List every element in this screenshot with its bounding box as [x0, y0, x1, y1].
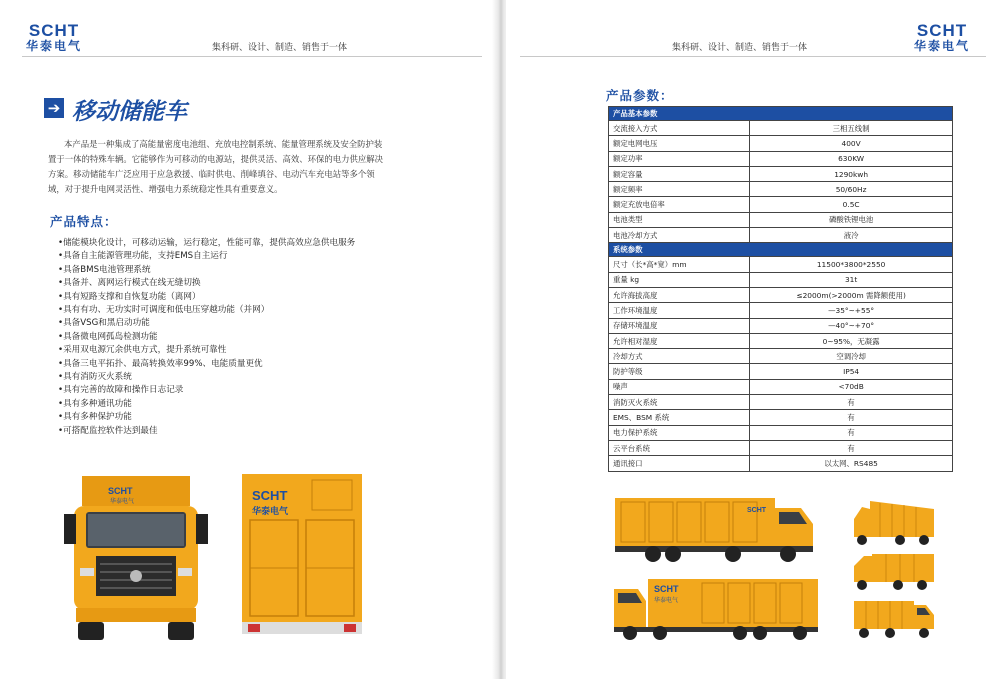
svg-text:华泰电气: 华泰电气	[110, 498, 135, 505]
spec-label: 交流接入方式	[609, 121, 750, 136]
spec-value: 400V	[750, 136, 953, 151]
spec-value: 有	[750, 410, 953, 425]
table-row	[609, 212, 953, 227]
params-title: 产品参数：	[606, 88, 674, 103]
left-page	[0, 0, 498, 679]
spec-label: 噪声	[609, 379, 750, 394]
spec-value: 0~95%，无凝露	[750, 333, 953, 348]
table-row	[609, 182, 953, 197]
spec-label: 允许海拔高度	[609, 287, 750, 302]
spec-value: 磷酸铁锂电池	[750, 212, 953, 227]
spec-value: 630KW	[750, 151, 953, 166]
truck-front-photo	[60, 472, 212, 642]
table-row	[609, 395, 953, 410]
feature-item: •具有多种保护功能	[58, 412, 132, 423]
spec-label: 云平台系统	[609, 440, 750, 455]
feature-item: •具备并、离网运行模式在线无缝切换	[58, 278, 201, 289]
spec-label: 额定功率	[609, 151, 750, 166]
spec-label: 允许相对湿度	[609, 333, 750, 348]
feature-item: •具有消防灭火系统	[58, 372, 132, 383]
feature-item: •具有短路支撑和自恢复功能（离网）	[58, 291, 201, 302]
table-row	[609, 410, 953, 425]
table-row	[609, 303, 953, 318]
spec-value: 有	[750, 425, 953, 440]
spec-label: 电池冷却方式	[609, 228, 750, 243]
table-row	[609, 349, 953, 364]
table-row	[609, 379, 953, 394]
table-row	[609, 318, 953, 333]
spec-value: 0.5C	[750, 197, 953, 212]
brand-name-zh: 华泰电气	[25, 39, 82, 53]
svg-text:华泰电气: 华泰电气	[252, 507, 289, 517]
spec-value: —35°~+55°	[750, 303, 953, 318]
spec-label: 工作环境温度	[609, 303, 750, 318]
spec-value: 空调冷却	[750, 349, 953, 364]
spec-label: 额定频率	[609, 182, 750, 197]
spec-value: 以太网、RS485	[750, 456, 953, 471]
spec-label: 尺寸（长*高*宽）mm	[609, 257, 750, 272]
feature-item: •具备VSG和黑启动功能	[58, 318, 150, 329]
spec-label: EMS、BSM 系统	[609, 410, 750, 425]
header-rule	[22, 56, 482, 57]
spec-label: 消防灭火系统	[609, 395, 750, 410]
table-row	[609, 425, 953, 440]
spec-label: 重量 kg	[609, 272, 750, 287]
table-row	[609, 136, 953, 151]
spec-value: <70dB	[750, 379, 953, 394]
brand-name-zh: 华泰电气	[913, 39, 970, 53]
table-row	[609, 166, 953, 181]
spec-value: 液冷	[750, 228, 953, 243]
feature-item: •具备BMS电池管理系统	[58, 264, 151, 275]
spec-value: 有	[750, 395, 953, 410]
table-row	[609, 228, 953, 243]
tagline: 集科研、设计、制造、销售于一体	[212, 43, 348, 53]
svg-text:SCHT: SCHT	[747, 507, 767, 514]
svg-text:SCHT: SCHT	[654, 584, 679, 594]
svg-text:SCHT: SCHT	[252, 488, 288, 503]
spec-value: 50/60Hz	[750, 182, 953, 197]
product-title: 移动储能车	[72, 99, 187, 125]
spec-table	[608, 106, 953, 472]
spec-label: 冷却方式	[609, 349, 750, 364]
spec-value: 31t	[750, 272, 953, 287]
brand-name-en: SCHT	[28, 21, 80, 40]
truck-perspective-photo	[850, 595, 938, 640]
feature-item: •具有完善的故障和操作日志记录	[58, 385, 184, 396]
feature-item: •可搭配监控软件达到最佳	[58, 425, 158, 436]
table-row	[609, 440, 953, 455]
spec-section-header: 产品基本参数	[609, 107, 953, 121]
spec-label: 存储环境温度	[609, 318, 750, 333]
spec-label: 额定电网电压	[609, 136, 750, 151]
truck-side-photo	[613, 494, 818, 564]
spec-label: 防护等级	[609, 364, 750, 379]
table-row	[609, 456, 953, 471]
feature-item: •具有有功、无功实时可调度和低电压穿越功能（并网）	[58, 305, 270, 316]
spec-label: 电池类型	[609, 212, 750, 227]
spec-value: 11500*3800*2550	[750, 257, 953, 272]
feature-item: •具备三电平拓扑、最高转换效率99%、电能质量更优	[58, 358, 263, 369]
spec-label: 额定容量	[609, 166, 750, 181]
spec-value: 1290kwh	[750, 166, 953, 181]
brand-name-en: SCHT	[916, 21, 968, 40]
table-row	[609, 333, 953, 348]
product-intro: 本产品是一种集成了高能量密度电池组、充放电控制系统、能量管理系统及安全防护装置于一体的特殊车辆。它能够作为可移动的电源站，提供灵活、高效、环保的电力供应解决方案。移动储能车广泛应用于应急救援、临时供电、削峰填谷、电动汽车充电站等多个领域，对于提升电网灵活性、增强电力系统稳定性具有重要意义。	[48, 139, 383, 194]
table-row	[609, 197, 953, 212]
feature-item: •储能模块化设计，可移动运输，运行稳定，性能可靠，提供高效应急供电服务	[58, 238, 356, 248]
spec-value: IP54	[750, 364, 953, 379]
header-rule	[520, 56, 986, 57]
spec-value: —40°~+70°	[750, 318, 953, 333]
table-row	[609, 257, 953, 272]
table-row	[609, 151, 953, 166]
truck-perspective-photo	[850, 497, 938, 547]
brand-logo	[910, 22, 974, 53]
spec-section-header: 系统参数	[609, 243, 953, 257]
table-row	[609, 121, 953, 136]
feature-item: •具备自主能源管理功能，支持EMS自主运行	[58, 251, 228, 262]
feature-item: •采用双电源冗余供电方式，提升系统可靠性	[58, 345, 227, 356]
spec-value: ≤2000m(>2000m 需降额使用)	[750, 287, 953, 302]
spec-value: 三相五线制	[750, 121, 953, 136]
spec-value: 有	[750, 440, 953, 455]
arrow-right-icon: ➔	[44, 98, 64, 118]
features-list	[58, 237, 355, 438]
spec-label: 电力保护系统	[609, 425, 750, 440]
truck-rear-photo	[240, 472, 364, 636]
table-row	[609, 364, 953, 379]
table-row	[609, 272, 953, 287]
truck-side-logo-photo	[610, 577, 820, 640]
feature-item: •具有多种通讯功能	[58, 398, 132, 409]
feature-item: •具备微电网孤岛检测功能	[58, 331, 158, 342]
features-title: 产品特点：	[50, 214, 118, 229]
table-row	[609, 287, 953, 302]
spec-label: 额定充放电倍率	[609, 197, 750, 212]
spec-label: 通讯接口	[609, 456, 750, 471]
brand-logo	[22, 22, 86, 53]
truck-perspective-photo	[850, 550, 938, 592]
svg-text:华泰电气: 华泰电气	[654, 597, 679, 604]
svg-text:SCHT: SCHT	[108, 486, 133, 496]
tagline: 集科研、设计、制造、销售于一体	[672, 43, 808, 53]
